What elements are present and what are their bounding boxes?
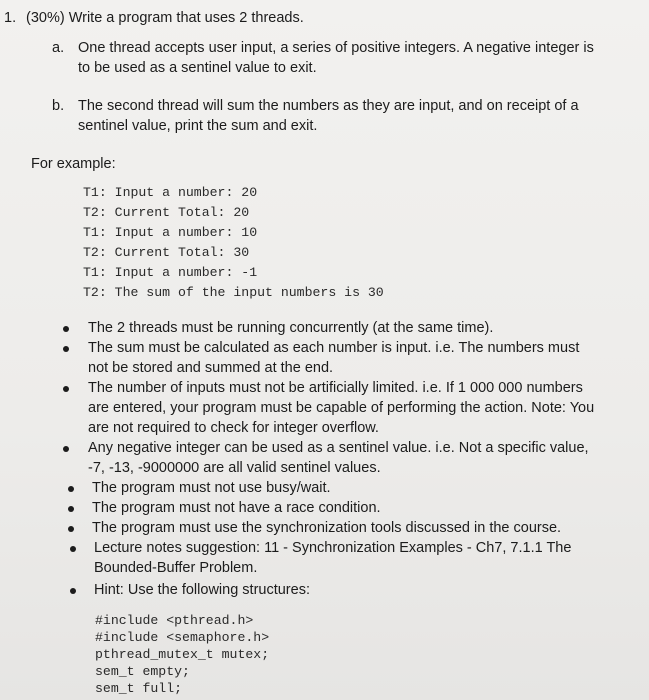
code-line: sem_t full; bbox=[95, 681, 183, 696]
code-line: pthread_mutex_t mutex; bbox=[95, 647, 270, 662]
code-line: #include <semaphore.h> bbox=[95, 630, 270, 645]
part-text: One thread accepts user input, a series of positive integers. A negative integer is to be used as a sentinel value to exit. bbox=[78, 40, 594, 76]
code-line: sem_t empty; bbox=[95, 664, 190, 679]
bullet-icon bbox=[63, 446, 69, 452]
list-item bbox=[60, 518, 600, 538]
list-item bbox=[60, 498, 600, 518]
example-line: T2: The sum of the input numbers is 30 bbox=[83, 285, 384, 300]
bullet-icon bbox=[63, 326, 69, 332]
question-number: 1. bbox=[4, 10, 17, 26]
list-item bbox=[60, 378, 600, 438]
list-item bbox=[60, 538, 600, 578]
requirement-text: The sum must be calculated as each number is input. i.e. The numbers must not be stored and summed at the end. bbox=[88, 340, 580, 376]
requirement-text: The program must not use busy/wait. bbox=[92, 480, 331, 496]
example-label: For example: bbox=[31, 156, 116, 172]
bullet-icon bbox=[63, 386, 69, 392]
list-item bbox=[60, 318, 600, 338]
bullet-icon bbox=[68, 526, 74, 532]
list-item bbox=[60, 338, 600, 378]
list-item bbox=[60, 478, 600, 498]
part-letter: b. bbox=[52, 98, 65, 114]
requirements-list bbox=[60, 318, 600, 600]
code-line: #include <pthread.h> bbox=[95, 613, 254, 628]
example-line: T2: Current Total: 20 bbox=[83, 205, 250, 220]
part-text: The second thread will sum the numbers as they are input, and on receipt of a sentinel value, print the sum and exit. bbox=[78, 98, 579, 134]
requirement-text: The program must use the synchronization tools discussed in the course. bbox=[92, 520, 562, 536]
example-line: T1: Input a number: 10 bbox=[83, 225, 258, 240]
bullet-icon bbox=[70, 588, 76, 594]
bullet-icon bbox=[68, 486, 74, 492]
list-item bbox=[60, 438, 600, 478]
bullet-icon bbox=[68, 506, 74, 512]
requirement-text: The program must not have a race condition. bbox=[92, 500, 381, 516]
question-heading bbox=[4, 8, 304, 28]
part-letter: a. bbox=[52, 40, 65, 56]
example-line: T2: Current Total: 30 bbox=[83, 245, 250, 260]
hint-code-block bbox=[95, 612, 269, 697]
bullet-icon bbox=[63, 346, 69, 352]
requirement-text: Hint: Use the following structures: bbox=[94, 582, 310, 598]
requirement-text: Lecture notes suggestion: 11 - Synchronization Examples - Ch7, 7.1.1 The Bounded-Buffer Problem. bbox=[94, 540, 572, 576]
requirement-text: The number of inputs must not be artificially limited. i.e. If 1 000 000 numbers are entered, your program must be capable of performing the action. Note: You are not required to check for integer overflow. bbox=[88, 380, 595, 436]
example-line: T1: Input a number: 20 bbox=[83, 185, 258, 200]
bullet-icon bbox=[70, 546, 76, 552]
requirement-text: The 2 threads must be running concurrently (at the same time). bbox=[88, 320, 494, 336]
requirement-text: Any negative integer can be used as a sentinel value. i.e. Not a specific value, -7, -13, -9000000 are all valid sentinel values. bbox=[88, 440, 589, 476]
list-item bbox=[60, 580, 600, 600]
example-line: T1: Input a number: -1 bbox=[83, 265, 258, 280]
part-a bbox=[52, 38, 602, 78]
part-b bbox=[52, 96, 602, 136]
question-title: (30%) Write a program that uses 2 threads. bbox=[26, 10, 304, 26]
example-output bbox=[83, 183, 384, 303]
